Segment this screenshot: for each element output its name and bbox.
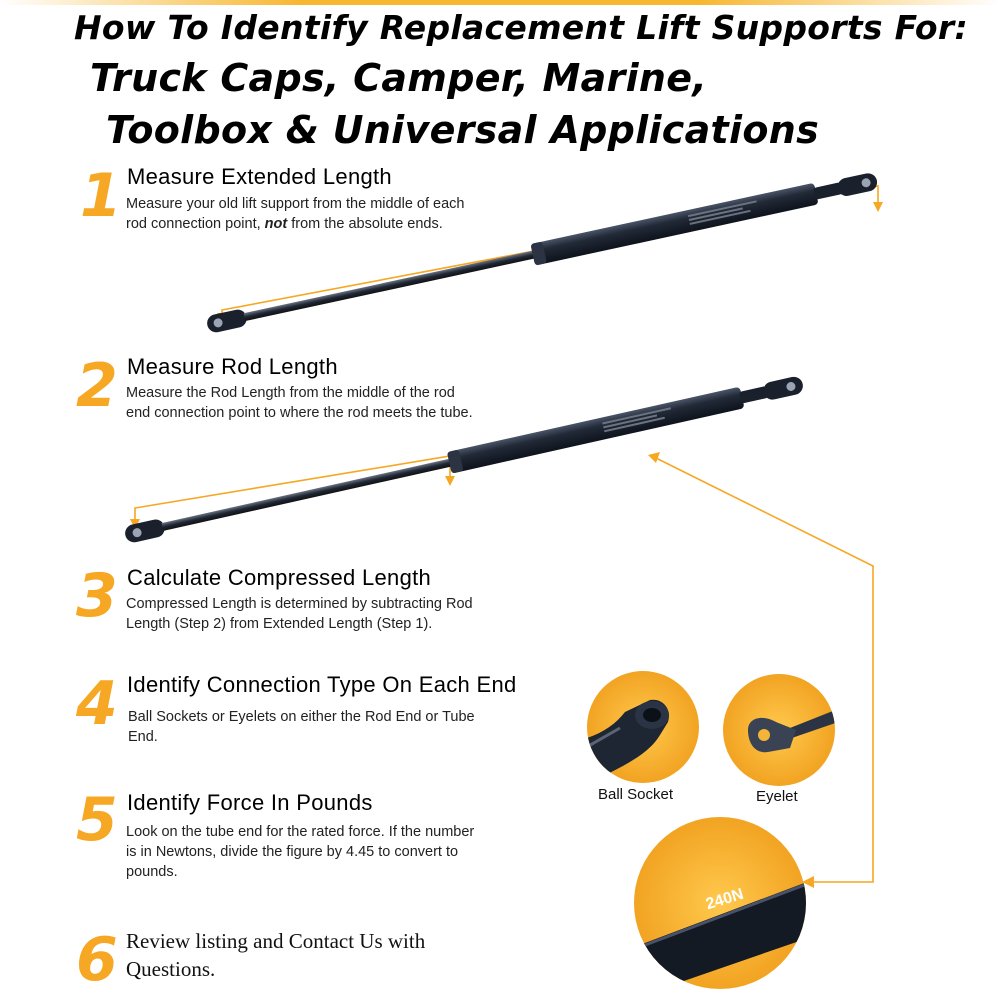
step-2-number: 2 xyxy=(76,351,118,421)
step-1-desc-line2-start: rod connection point, xyxy=(126,216,265,232)
step-1-number: 1 xyxy=(80,161,122,231)
ball-socket-caption: Ball Socket xyxy=(598,786,674,803)
step-5-desc-line3: pounds. xyxy=(126,864,178,880)
step-2-desc-line2: end connection point to where the rod meets the tube. xyxy=(126,405,473,421)
strut-2-measure-lines xyxy=(135,456,450,526)
step-6-text-line2: Questions. xyxy=(126,957,216,981)
step-2-desc-line1: Measure the Rod Length from the middle of the rod xyxy=(126,385,455,401)
step-1-title: Measure Extended Length xyxy=(127,164,392,189)
step-3-desc-line2: Length (Step 2) from Extended Length (Step 1). xyxy=(126,616,433,632)
step-3-number: 3 xyxy=(76,561,118,631)
step-4-desc-line1: Ball Sockets or Eyelets on either the Rod End or Tube xyxy=(128,709,475,725)
step-3-desc-line1: Compressed Length is determined by subtracting Rod xyxy=(126,596,473,612)
step-1-desc-line2 xyxy=(126,214,465,234)
page-title: How To Identify Replacement Lift Supports For: xyxy=(74,8,968,47)
step-5-desc-line2: is in Newtons, divide the figure by 4.45 to convert to xyxy=(126,844,459,860)
step-6-text-line1: Review listing and Contact Us with xyxy=(126,929,426,953)
step-2-title: Measure Rod Length xyxy=(127,354,338,379)
step-4-desc-line2: End. xyxy=(128,729,158,745)
page-subtitle-line2: Toolbox & Universal Applications xyxy=(106,108,820,152)
step-4-title: Identify Connection Type On Each End xyxy=(127,672,517,697)
page-subtitle-line1: Truck Caps, Camper, Marine, xyxy=(90,56,708,100)
step-4-number: 4 xyxy=(76,669,118,739)
step-5-number: 5 xyxy=(76,785,118,855)
step-2-description xyxy=(126,383,473,423)
force-rating-label: 240N xyxy=(704,885,746,914)
step-3-title: Calculate Compressed Length xyxy=(127,565,432,590)
step-6-number: 6 xyxy=(76,925,118,995)
step-5-title: Identify Force In Pounds xyxy=(127,790,373,815)
eyelet-caption: Eyelet xyxy=(756,788,798,805)
force-rating-image xyxy=(600,817,860,1000)
step-6-text xyxy=(126,927,425,983)
ball-socket-image xyxy=(572,671,699,790)
step-1-description xyxy=(126,194,465,234)
force-leader-line xyxy=(656,458,873,882)
step-5-desc-line1: Look on the tube end for the rated force. If the number xyxy=(126,824,475,840)
step-1-desc-line2-end: from the absolute ends. xyxy=(287,216,443,232)
step-5-description xyxy=(126,822,474,882)
step-1-desc-line1: Measure your old lift support from the middle of each xyxy=(126,196,465,212)
step-1-desc-emphasis: not xyxy=(264,216,288,232)
step-4-description xyxy=(128,707,475,747)
eyelet-image xyxy=(723,674,850,786)
step-3-description xyxy=(126,594,473,634)
